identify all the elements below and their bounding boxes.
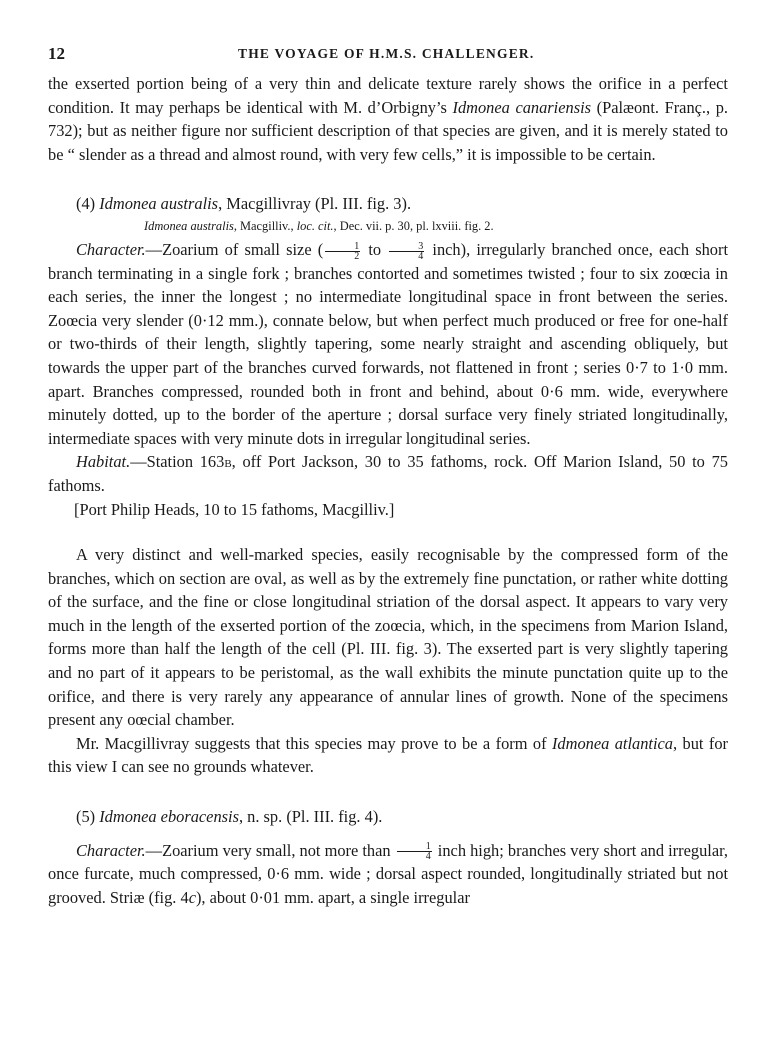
page-number: 12 [48, 44, 65, 63]
paragraph-continuation: the exserted portion being of a very thin and delicate texture rarely shows the orifice in a perfect condition. It may perhaps be identical with M. d’Orbigny’s Idmonea canariensis (Palæont. Franç., p. 732); but as neither figure nor sufficient description of that species are given, and it is merely stated to be “ slender as a thread and almost round, with very few cells,” it is impossible to be certain. [48, 74, 728, 164]
character-paragraph-eboracensis: Character.—Zoarium very small, not more than $\frac{1}{4}$ inch high; branches very short and irregular, once furcate, much compressed, 0·6 mm. wide ; dorsal aspect rounded, longitudinally striated but not grooved. Striæ (fig. 4c), about 0·01 mm. apart, a single irregular [48, 840, 728, 907]
running-title: THE VOYAGE OF H.M.S. CHALLENGER. [238, 46, 535, 61]
running-head [48, 44, 728, 72]
species-heading-idmonea-australis: (4) Idmonea australis, Macgillivray (Pl. III. fig. 3). [76, 194, 412, 214]
character-paragraph: Character.—Zoarium of small size ( $\frac{1}{2}$ to $\frac{3}{4}$ inch), irregularly branched once, each short branch terminating in a single fork ; branches contorted and sometimes twisted ; four to six zoœcia in each series, the inner the longest ; no intermediate longitudinal space in front between the series. Zoœcia very slender (0·12 mm.), connate below, but when perfect much produced or free for one-half or two-thirds of their length, slightly tapering, some nearly straight and ascending obliquely, but towards the upper part of the branches curved forwards, not flattened in front ; series 0·7 to 1·0 mm. apart. Branches compressed, rounded both in front and behind, about 0·6 mm. wide, everywhere minutely dotted, up to the border of the aperture ; dorsal surface very finely striated longitudinally, intermediate spaces with very minute dots in irregular longitudinal series. [48, 239, 728, 448]
fraction-three-quarters: $\frac{3}{4}$ [389, 242, 424, 261]
bracketed-locality: [Port Philip Heads, 10 to 15 fathoms, Macgilliv.] [74, 499, 395, 519]
fraction-quarter: $\frac{1}{4}$ [397, 842, 432, 861]
habitat-paragraph: Habitat.—Station 163b, off Port Jackson, 30 to 35 fathoms, rock. Off Marion Island, 50 to 75 fathoms. [48, 452, 728, 495]
fraction-half: $\frac{1}{2}$ [325, 242, 360, 261]
synonymy-line: Idmonea australis, Macgilliv., loc. cit., Dec. vii. p. 30, pl. lxviii. fig. 2. [144, 218, 494, 233]
species-heading-idmonea-eboracensis: (5) Idmonea eboracensis, n. sp. (Pl. III. fig. 4). [76, 807, 383, 827]
discussion-paragraph-2: Mr. Macgillivray suggests that this species may prove to be a form of Idmonea atlantica, but for this view I can see no grounds whatever. [48, 733, 728, 777]
page [48, 44, 728, 909]
discussion-paragraph: A very distinct and well-marked species, easily recognisable by the compressed form of the branches, which on section are oval, as well as by the extremely fine punctation, or rather white dotting of the surface, and the fine or close longitudinal striation of the dorsal aspect. It appears to vary very much in the length of the exserted portion of the zoœcia, which, in the specimens from Marion Island, forms more than half the length of the cell (Pl. III. fig. 3). The exserted part is very slightly tapering and no part of it appears to be peristomal, as the wall exhibits the minute punctation quite up to the orifice, and there is very rarely any appearance of annular lines of growth. None of the specimens present any oœcial chamber. [48, 545, 728, 730]
